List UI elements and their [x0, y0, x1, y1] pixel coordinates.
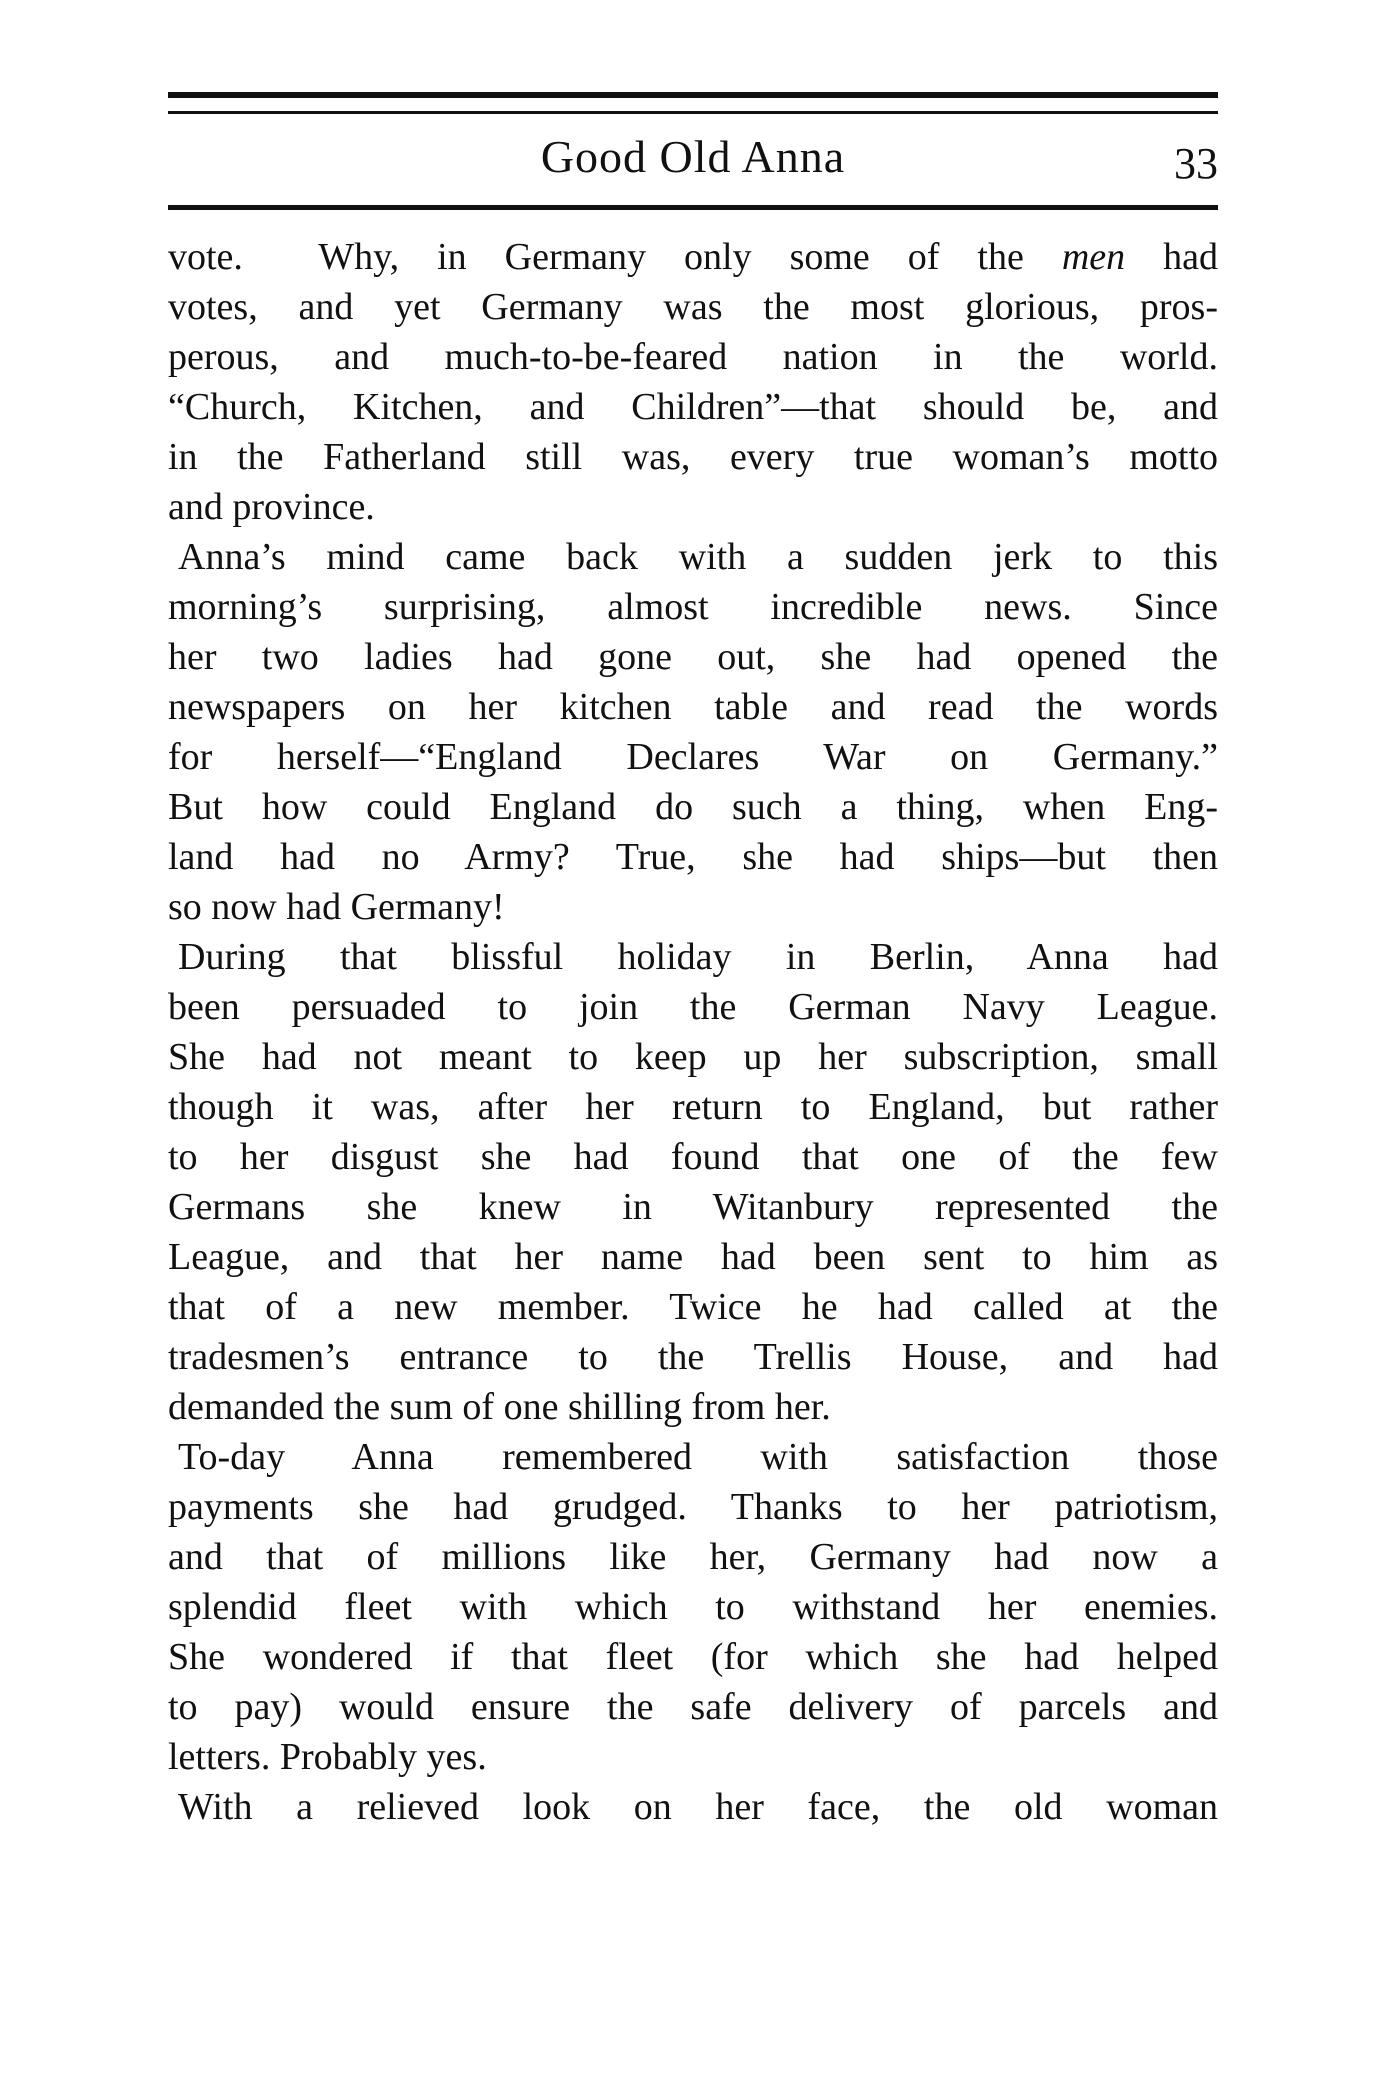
text-segment: had	[1125, 236, 1218, 278]
text-line: morning’s surprising, almost incredible news. Since	[168, 586, 1218, 628]
text-line: to pay) would ensure the safe delivery of parcels and	[168, 1686, 1218, 1728]
text-line: splendid fleet with which to withstand her enemies.	[168, 1586, 1218, 1628]
text-line: But how could England do such a thing, when Eng-	[168, 786, 1218, 828]
text-line: to her disgust she had found that one of the few	[168, 1136, 1218, 1178]
text-line: land had no Army? True, she had ships—but then	[168, 836, 1218, 878]
text-line: payments she had grudged. Thanks to her patriotism,	[168, 1486, 1218, 1528]
header-rule-top-thin	[168, 111, 1218, 114]
text-line: though it was, after her return to England, but rather	[168, 1086, 1218, 1128]
text-line: “Church, Kitchen, and Children”—that should be, and	[168, 386, 1218, 428]
body-text	[168, 232, 1218, 1832]
text-line: her two ladies had gone out, she had opened the	[168, 636, 1218, 678]
text-line: and province.	[168, 486, 375, 528]
text-line: During that blissful holiday in Berlin, Anna had	[178, 936, 1218, 978]
text-line: for herself—“England Declares War on Germany.”	[168, 736, 1218, 778]
text-line	[168, 232, 1218, 282]
text-line: so now had Germany!	[168, 886, 505, 928]
text-line: and that of millions like her, Germany had now a	[168, 1536, 1218, 1578]
text-line: been persuaded to join the German Navy League.	[168, 986, 1218, 1028]
text-line: in the Fatherland still was, every true woman’s motto	[168, 436, 1218, 478]
text-line: To-day Anna remembered with satisfaction those	[178, 1436, 1218, 1478]
text-line: Anna’s mind came back with a sudden jerk to this	[178, 536, 1218, 578]
text-line: She had not meant to keep up her subscription, small	[168, 1036, 1218, 1078]
text-line: newspapers on her kitchen table and read the words	[168, 686, 1218, 728]
text-segment: vote. Why, in Germany only some of the	[168, 236, 1062, 278]
header-rule-bottom	[168, 205, 1218, 210]
text-line: perous, and much-to-be-feared nation in the world.	[168, 336, 1218, 378]
text-line: She wondered if that fleet (for which she had helped	[168, 1636, 1218, 1678]
text-line: that of a new member. Twice he had called at the	[168, 1286, 1218, 1328]
text-line: votes, and yet Germany was the most glorious, pros-	[168, 286, 1218, 328]
page-number: 33	[1174, 139, 1218, 188]
header-rule-top	[168, 92, 1218, 98]
text-line: League, and that her name had been sent to him as	[168, 1236, 1218, 1278]
text-line: letters. Probably yes.	[168, 1736, 487, 1778]
text-line: demanded the sum of one shilling from her.	[168, 1386, 831, 1428]
text-line: Germans she knew in Witanbury represented the	[168, 1186, 1218, 1228]
text-line: tradesmen’s entrance to the Trellis House, and had	[168, 1336, 1218, 1378]
text-line: With a relieved look on her face, the old woman	[178, 1786, 1218, 1828]
running-title: Good Old Anna	[540, 131, 846, 182]
italic-word: men	[1061, 236, 1126, 278]
